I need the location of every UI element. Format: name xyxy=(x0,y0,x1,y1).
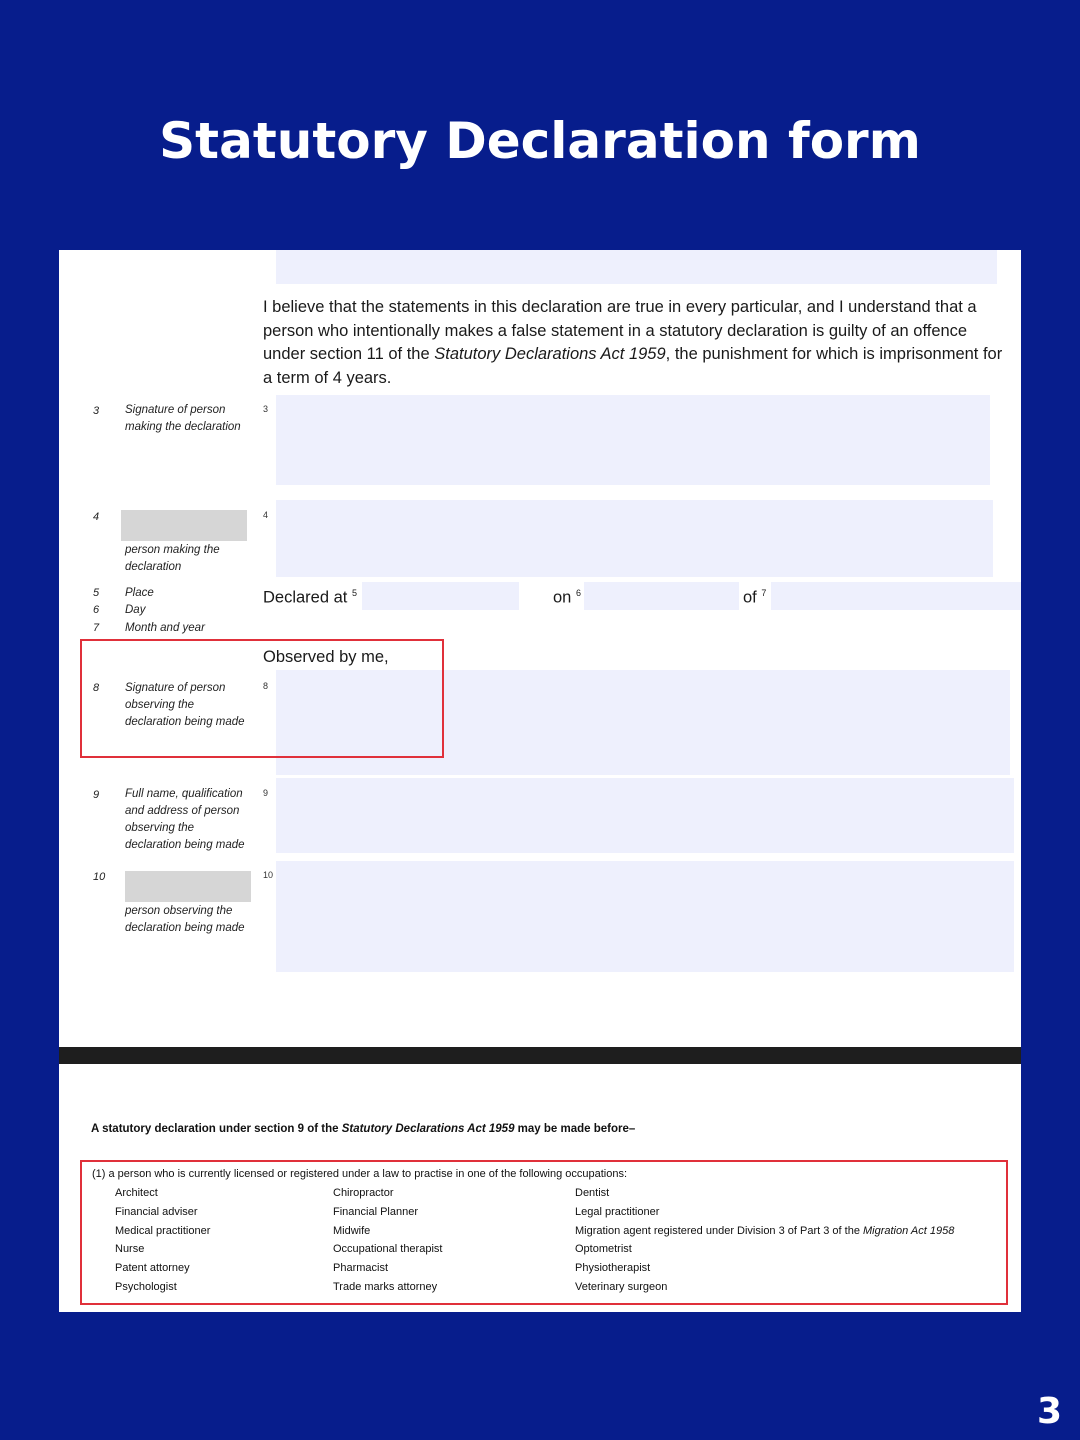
occupation-item: Financial Planner xyxy=(333,1206,418,1218)
witness-details-field[interactable] xyxy=(276,778,1014,853)
legal-post: may be made before– xyxy=(514,1123,636,1135)
field-number-10: 10 xyxy=(263,870,274,880)
field-number-8: 8 xyxy=(263,681,269,691)
label-witness-person: person observing the declaration being made xyxy=(125,905,245,934)
day-field[interactable] xyxy=(584,582,739,610)
redacted-label-10 xyxy=(125,871,251,902)
highlight-occupations xyxy=(80,1160,1008,1305)
on-sup: 6 xyxy=(575,588,581,598)
occupation-item: Medical practitioner xyxy=(115,1225,211,1237)
of-label xyxy=(743,588,766,608)
statement-text-b: , the punishment for which is imprisonment for a term of 4 years. xyxy=(263,345,1003,387)
declaration-form xyxy=(59,250,1021,1312)
row-number-8: 8 xyxy=(93,682,100,694)
row-number-9: 9 xyxy=(93,789,100,801)
occupation-item: Midwife xyxy=(333,1225,371,1237)
person-declaration-field[interactable] xyxy=(276,500,993,577)
label-month-year: Month and year xyxy=(125,622,205,634)
label-place: Place xyxy=(125,587,154,599)
statement-text-a: I believe that the statements in this declaration are true in every particular, and I understand that a person who intentionally makes a false statement in a statutory declaration is guilty of an offence under section 11 of the xyxy=(263,298,977,363)
on-text: on xyxy=(553,588,572,607)
occupation-item: Veterinary surgeon xyxy=(575,1281,668,1293)
page-divider xyxy=(59,1047,1021,1064)
row-number-3: 3 xyxy=(93,405,100,417)
of-sup: 7 xyxy=(761,588,767,598)
on-label xyxy=(553,588,581,608)
highlight-observer-signature xyxy=(80,639,444,758)
redacted-label-4 xyxy=(121,510,247,541)
declared-at-label xyxy=(263,588,357,608)
migration-act: Migration Act 1958 xyxy=(863,1225,955,1237)
witness-person-field[interactable] xyxy=(276,861,1014,972)
field-number-3: 3 xyxy=(263,404,269,414)
occupation-item: Architect xyxy=(115,1187,158,1199)
legal-act: Statutory Declarations Act 1959 xyxy=(341,1123,515,1135)
occupation-item: Financial adviser xyxy=(115,1206,198,1218)
month-year-field[interactable] xyxy=(771,582,1021,610)
declaration-statement xyxy=(263,296,1008,390)
label-person-declaration: person making the declaration xyxy=(125,544,220,573)
label-signature-declarant: Signature of person making the declaration xyxy=(125,404,241,433)
row-number-7: 7 xyxy=(93,622,100,634)
occupation-item: Optometrist xyxy=(575,1243,632,1255)
occupation-item: Trade marks attorney xyxy=(333,1281,438,1293)
label-signature-witness: Signature of person observing the declaration being made xyxy=(125,682,245,728)
occupation-item: Legal practitioner xyxy=(575,1206,660,1218)
row-number-4: 4 xyxy=(93,511,100,523)
legal-heading xyxy=(91,1123,635,1135)
page-number: 3 xyxy=(1036,1391,1062,1432)
label-witness-details: Full name, qualification and address of person observing the declaration being made xyxy=(125,788,245,851)
occupation-item: Occupational therapist xyxy=(333,1243,443,1255)
field-top[interactable] xyxy=(276,250,997,284)
place-field[interactable] xyxy=(362,582,519,610)
signature-declarant-field[interactable] xyxy=(276,395,990,485)
observed-by-text: Observed by me, xyxy=(263,648,389,666)
occupation-item: Chiropractor xyxy=(333,1187,394,1199)
occupation-item: Psychologist xyxy=(115,1281,177,1293)
declared-at-text: Declared at xyxy=(263,588,348,607)
occupation-item: Nurse xyxy=(115,1243,145,1255)
label-day: Day xyxy=(125,604,146,616)
field-number-4: 4 xyxy=(263,510,269,520)
field-number-9: 9 xyxy=(263,788,269,798)
occupation-item: Patent attorney xyxy=(115,1262,190,1274)
row-number-6: 6 xyxy=(93,604,100,616)
occupations-intro: (1) a person who is currently licensed or registered under a law to practise in one of the following occupations: xyxy=(92,1168,628,1180)
row-number-10: 10 xyxy=(93,871,106,883)
page-title: Statutory Declaration form xyxy=(159,112,921,170)
row-number-5: 5 xyxy=(93,587,100,599)
of-text: of xyxy=(743,588,757,607)
migration-text: Migration agent registered under Division 3 of Part 3 of the xyxy=(575,1225,863,1237)
legal-pre: A statutory declaration under section 9 of the xyxy=(91,1123,342,1135)
occupation-item: Physiotherapist xyxy=(575,1262,651,1274)
statement-act: Statutory Declarations Act 1959 xyxy=(434,345,666,363)
declared-at-sup: 5 xyxy=(351,588,357,598)
occupation-item: Pharmacist xyxy=(333,1262,389,1274)
occupation-item: Dentist xyxy=(575,1187,610,1199)
